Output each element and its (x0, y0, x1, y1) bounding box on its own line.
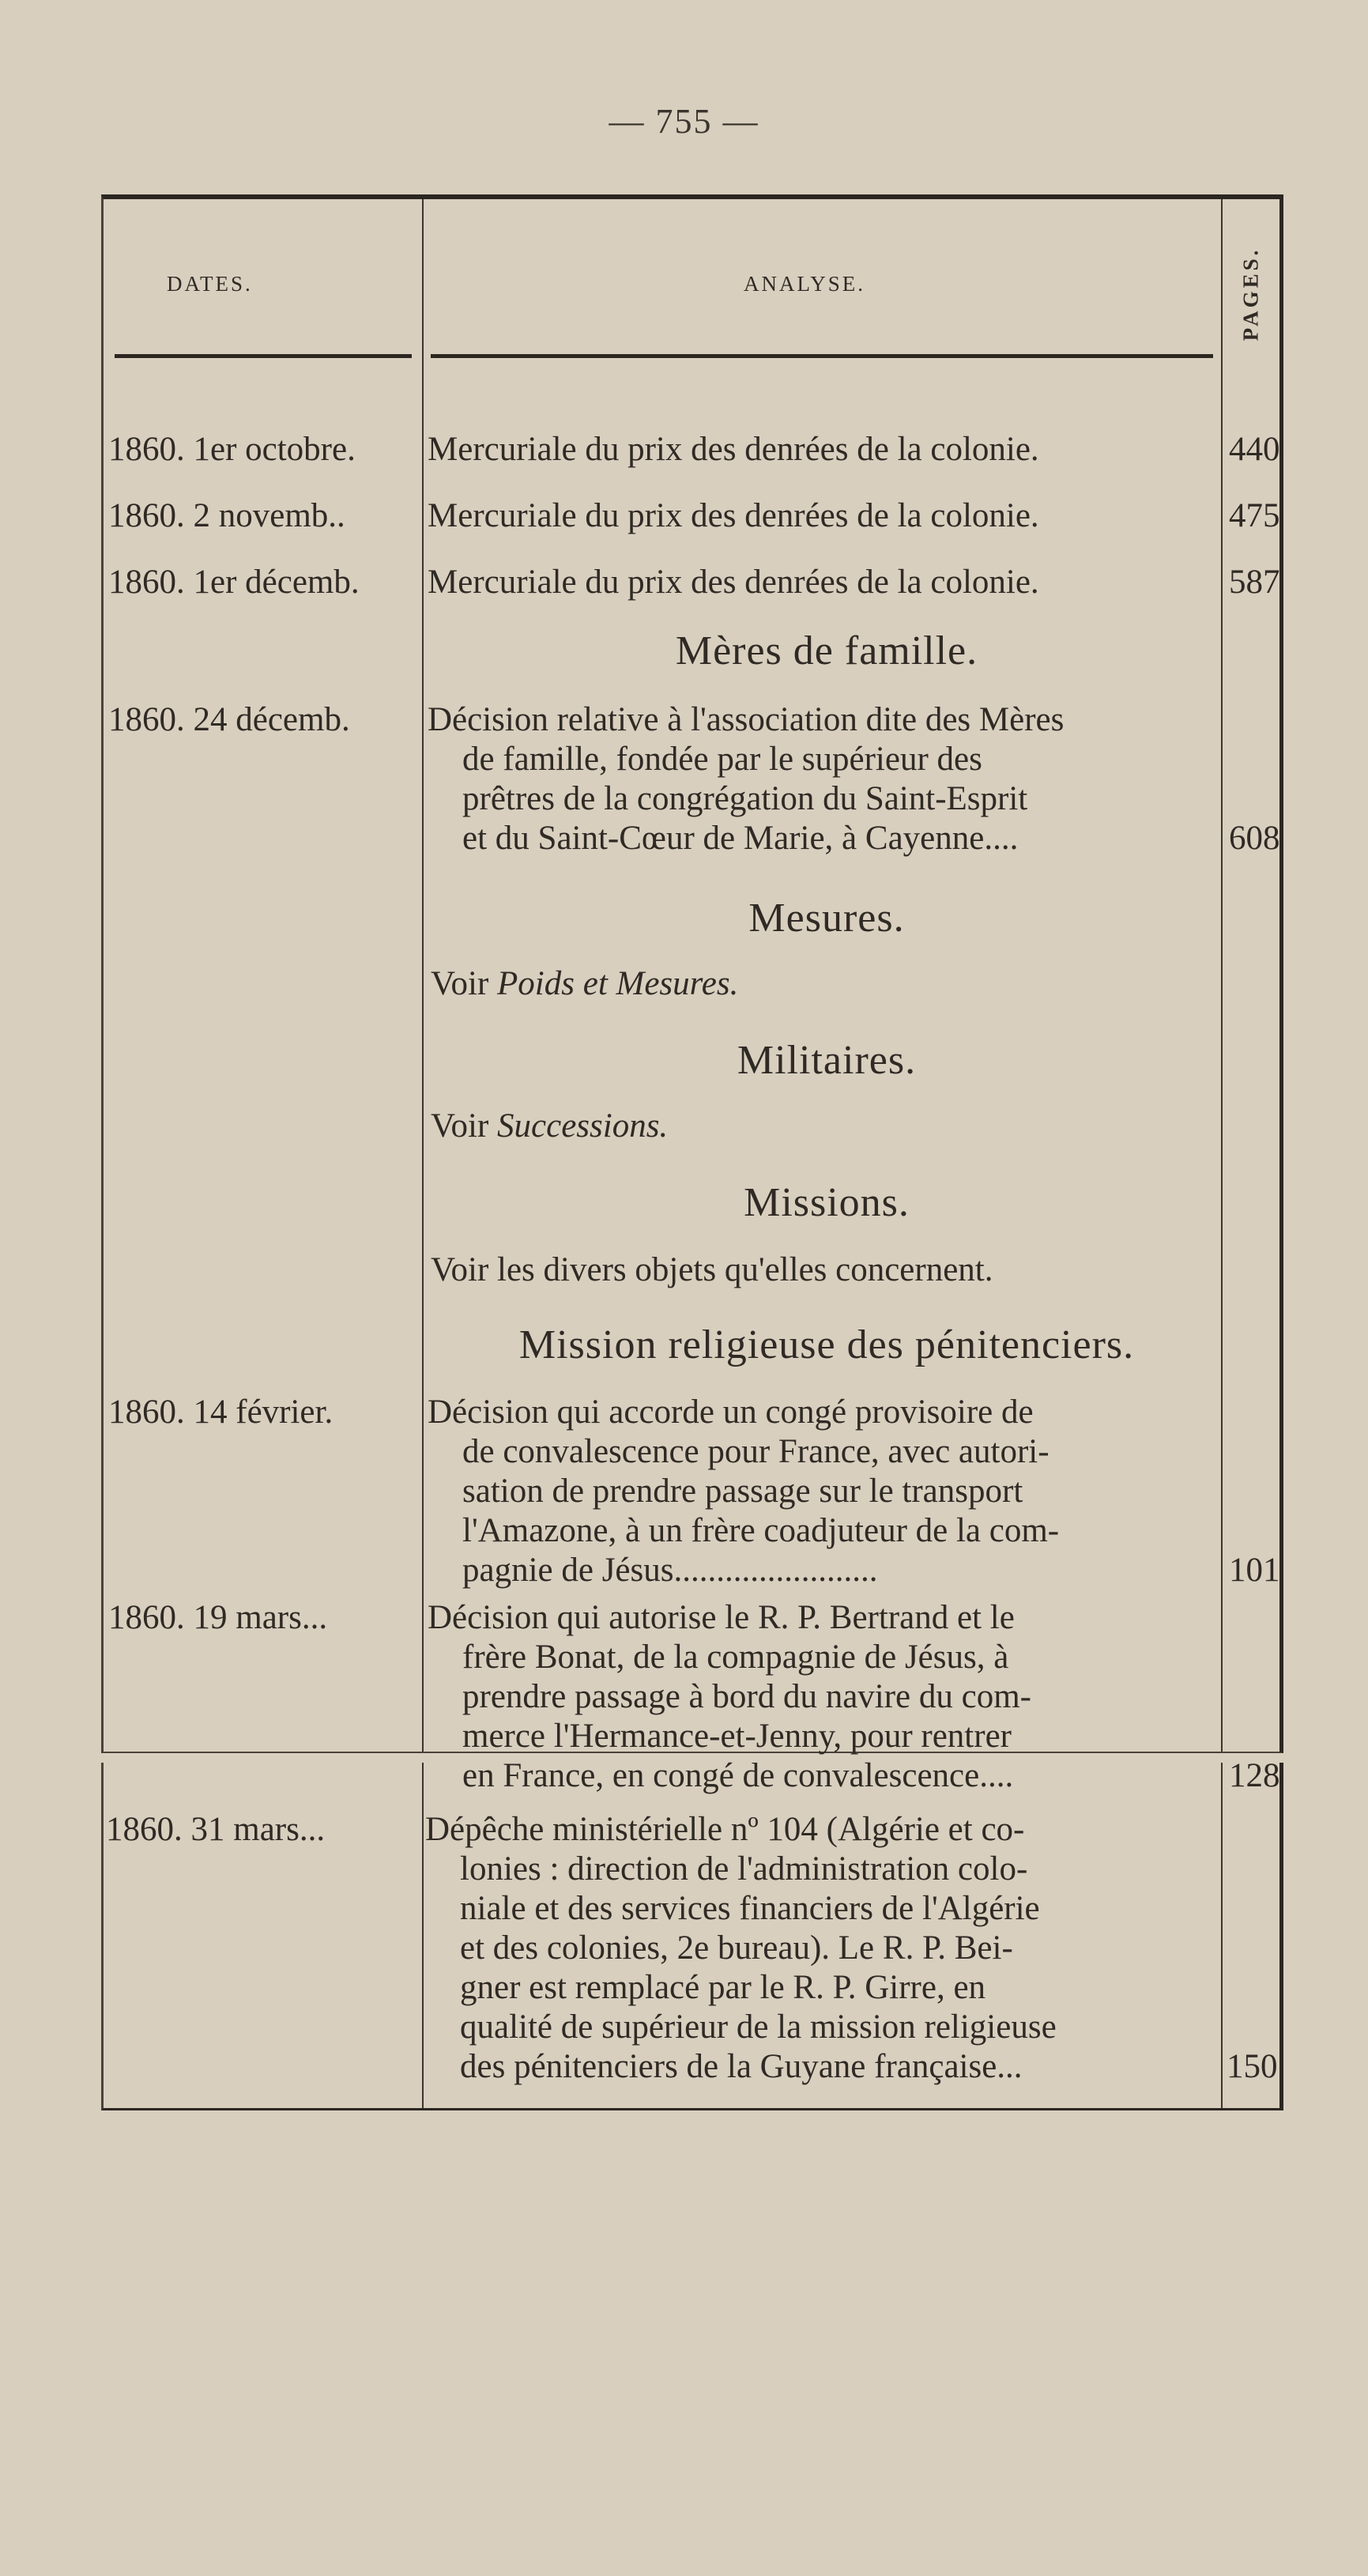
page-number: — 755 — (609, 102, 759, 141)
section-title: Militaires. (737, 1038, 917, 1083)
entry-date: 1860. 1er décemb. (108, 564, 360, 601)
section-title: Mesures. (748, 896, 905, 941)
entry-page: 150 (1227, 2048, 1278, 2085)
entry-text: Décision qui autorise le R. P. Bertrand et le frère Bonat, de la compagnie de Jésus, à prendre passage à bord du navire du com- merce l'Hermance-et-Jenny, pour rentrer en France, en congé de convalescence.... (428, 1599, 1031, 1794)
entry-date: 1860. 14 février. (108, 1394, 334, 1431)
entry-text: Mercuriale du prix des denrées de la colonie. (428, 497, 1039, 534)
entry-text: Dépêche ministérielle nº 104 (Algérie et co- lonies : direction de l'administration colo- niale et des services financiers de l'Algérie et des colonies, 2e bureau). Le R. P. Bei- gner est remplacé par le R. P. Girre, en qualité de supérieur de la mission religieuse des pénitenciers de la Guyane française... (425, 1811, 1057, 2085)
entry-date: 1860. 24 décemb. (108, 701, 350, 738)
header-analyse: ANALYSE. (744, 272, 866, 296)
header-dates: DATES. (167, 272, 253, 296)
entry-page: 440 (1229, 431, 1280, 468)
entry-date: 1860. 19 mars... (108, 1599, 328, 1636)
cross-reference: Voir Poids et Mesures. (431, 965, 739, 1002)
entry-date: 1860. 2 novemb.. (108, 497, 345, 534)
section-title: Mission religieuse des pénitenciers. (518, 1322, 1135, 1367)
entry-page: 608 (1229, 820, 1280, 857)
cross-reference: Voir Successions. (431, 1107, 669, 1145)
entry-date: 1860. 31 mars... (106, 1811, 326, 1848)
section-title: Missions. (744, 1180, 910, 1225)
section-title: Mères de famille. (675, 628, 978, 673)
entry-text: Mercuriale du prix des denrées de la colonie. (428, 431, 1039, 468)
cross-reference: Voir les divers objets qu'elles concernent. (431, 1251, 993, 1288)
index-table (101, 194, 1283, 1794)
header-rule-dates (115, 354, 412, 358)
column-divider-dates (422, 1763, 424, 2108)
header-pages: PAGES. (1238, 247, 1263, 341)
entry-date: 1860. 1er octobre. (108, 431, 356, 468)
entry-page: 128 (1229, 1757, 1280, 1794)
entry-text: Décision qui accorde un congé provisoire de de convalescence pour France, avec autori- sation de prendre passage sur le transport l'Amazone, à un frère coadjuteur de la com- pagnie de Jésus........................ (428, 1394, 1060, 1589)
entry-page: 101 (1229, 1552, 1280, 1589)
header-rule-analyse (431, 354, 1213, 358)
entry-text: Décision relative à l'association dite des Mères de famille, fondée par le supérieur des prêtres de la congrégation du Saint-Esprit et du Saint-Cœur de Marie, à Cayenne.... (428, 701, 1065, 857)
entry-page: 587 (1229, 564, 1280, 601)
entry-text: Mercuriale du prix des denrées de la colonie. (428, 564, 1039, 601)
entry-page: 475 (1229, 497, 1280, 534)
